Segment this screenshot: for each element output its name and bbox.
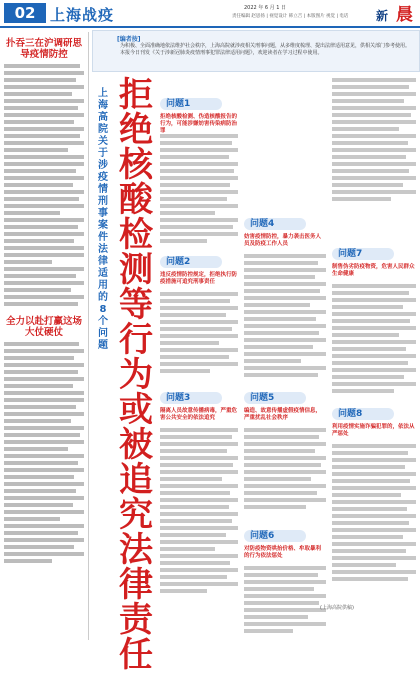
editor-note-text: 为积极、全面准确地依法维护社会秩序，上海高院就涉疫相关刑事问题，从多维度梳理、提出法律适用意见，供相关部门参考使用。本报今日刊发《关于涉新冠肺炎疫情刑事犯罪法律适用问题》，欢迎读者在学习过程中使用。 — [120, 43, 411, 56]
question-5-body — [244, 428, 326, 512]
question-1-badge: 问题1 — [160, 98, 222, 110]
question-4-title: 妨害疫情防控，暴力袭击医务人员及防疫工作人员 — [244, 234, 322, 247]
question-6-body — [244, 566, 326, 636]
question-7-badge: 问题7 — [332, 248, 394, 260]
article2-title: 全力以赴打赢这场大仗硬仗 — [5, 316, 82, 338]
question-3-badge: 问题3 — [160, 392, 222, 404]
question-8-title: 利用疫情实施诈骗犯罪的，依法从严惩处 — [332, 424, 415, 437]
question-2-badge: 问题2 — [160, 256, 222, 268]
date-line: 2022 年 6 月 1 日 — [244, 5, 287, 11]
question-5-badge: 问题5 — [244, 392, 306, 404]
question-3-body — [160, 428, 238, 596]
question-8-badge: 问题8 — [332, 408, 394, 420]
question-3-title: 隔离人员故意传播病毒，严重危害公共安全的依法追究 — [160, 408, 238, 421]
article1-body — [4, 64, 84, 306]
question-2-body — [160, 292, 238, 376]
article-main-title: 拒绝核酸检测等行为或被追究法律责任 — [119, 75, 153, 675]
article1-title: 扑吞三在沪调研思导疫情防控 — [5, 38, 82, 60]
question-6-badge: 问题6 — [244, 530, 306, 542]
editor-line: 责任编辑 赵思扬 | 视觉设计 韩立吉 | 本版图片 视觉 | 电话 — [232, 14, 349, 19]
page-number: 02 — [4, 3, 46, 23]
question-8-body — [332, 444, 416, 584]
article-signature: (上海高院供稿) — [320, 605, 354, 611]
article2-body — [4, 342, 84, 563]
question-4-body — [244, 254, 326, 380]
header-rule — [0, 26, 420, 28]
question-7-body — [332, 284, 416, 396]
section-title: 上海战疫 — [50, 6, 115, 24]
question-1-title: 拒绝核酸检测、伪造核酸报告的行为，可能涉嫌妨害传染病防治罪 — [160, 114, 238, 134]
column-divider — [88, 32, 89, 640]
editor-note-tag: [编者按] — [117, 36, 141, 43]
left-column — [4, 32, 84, 640]
article-subtitle: 上海高院关于涉疫情刑事案件法律适用的8个问题 — [98, 88, 108, 351]
question-2-title: 违反疫情防控规定，拒绝执行防疫措施可追究刑事责任 — [160, 272, 238, 285]
question-4-badge: 问题4 — [244, 218, 306, 230]
question-6-title: 对防疫物资哄抬价格、牟取暴利的行为依法惩处 — [244, 546, 322, 559]
right-column-text — [332, 78, 416, 204]
question-5-title: 编造、故意传播虚假疫情信息，严重扰乱社会秩序 — [244, 408, 322, 421]
page-header — [0, 0, 420, 26]
newspaper-logo: 新 晨 — [376, 5, 413, 25]
question-1-body — [160, 134, 238, 246]
question-7-title: 制售伪劣防疫物资，危害人民群众生命健康 — [332, 264, 415, 277]
